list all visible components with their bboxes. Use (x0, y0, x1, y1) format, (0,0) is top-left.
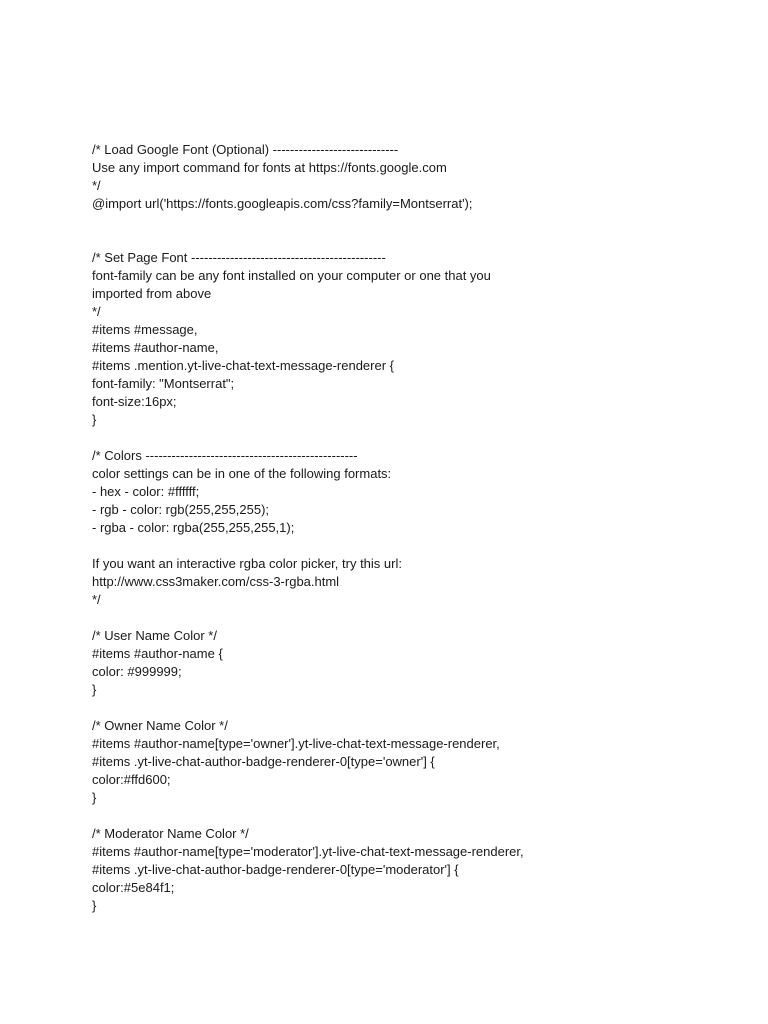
text-line: #items #author-name { (92, 646, 223, 661)
text-line: /* Colors ------------------------------------------------- (92, 448, 358, 463)
text-line: imported from above (92, 286, 212, 301)
text-line: } (92, 790, 97, 805)
text-line: /* Moderator Name Color */ (92, 826, 249, 841)
text-line: color:#5e84f1; (92, 880, 175, 895)
text-line: #items #author-name[type='moderator'].yt-live-chat-text-message-renderer, (92, 844, 524, 859)
text-line: /* User Name Color */ (92, 628, 217, 643)
text-line: If you want an interactive rgba color picker, try this url: (92, 556, 402, 571)
text-line: #items #author-name[type='owner'].yt-live-chat-text-message-renderer, (92, 736, 500, 751)
text-line: - rgb - color: rgb(255,255,255); (92, 502, 270, 517)
text-line: #items .mention.yt-live-chat-text-message-renderer { (92, 358, 395, 373)
text-line: font-family: "Montserrat"; (92, 376, 235, 391)
blank-line (92, 213, 732, 231)
blank-line (92, 429, 732, 447)
blank-line (92, 537, 732, 555)
text-line: font-size:16px; (92, 394, 177, 409)
text-line: } (92, 898, 97, 913)
text-line: color: #999999; (92, 664, 182, 679)
text-line: font-family can be any font installed on your computer or one that you (92, 268, 491, 283)
blank-line (92, 699, 732, 717)
text-line: /* Owner Name Color */ (92, 718, 228, 733)
text-line: */ (92, 304, 101, 319)
text-line: - rgba - color: rgba(255,255,255,1); (92, 520, 295, 535)
text-line: #items #message, (92, 322, 198, 337)
text-line: /* Set Page Font --------------------------------------------- (92, 250, 386, 265)
text-line: #items .yt-live-chat-author-badge-renderer-0[type='moderator'] { (92, 862, 459, 877)
document-body (92, 141, 732, 915)
text-line: #items #author-name, (92, 340, 219, 355)
text-line: - hex - color: #ffffff; (92, 484, 200, 499)
text-line: @import url('https://fonts.googleapis.com/css?family=Montserrat'); (92, 196, 473, 211)
text-line: color:#ffd600; (92, 772, 171, 787)
text-line: #items .yt-live-chat-author-badge-renderer-0[type='owner'] { (92, 754, 435, 769)
text-line: */ (92, 178, 101, 193)
blank-line (92, 807, 732, 825)
url-text: http://www.css3maker.com/css-3-rgba.html (92, 574, 340, 589)
text-line: } (92, 682, 97, 697)
text-line: } (92, 412, 97, 427)
blank-line (92, 231, 732, 249)
text-line: Use any import command for fonts at https://fonts.google.com (92, 160, 447, 175)
blank-line (92, 609, 732, 627)
text-line: */ (92, 592, 101, 607)
text-line: /* Load Google Font (Optional) ----------------------------- (92, 142, 399, 157)
text-line: color settings can be in one of the following formats: (92, 466, 392, 481)
